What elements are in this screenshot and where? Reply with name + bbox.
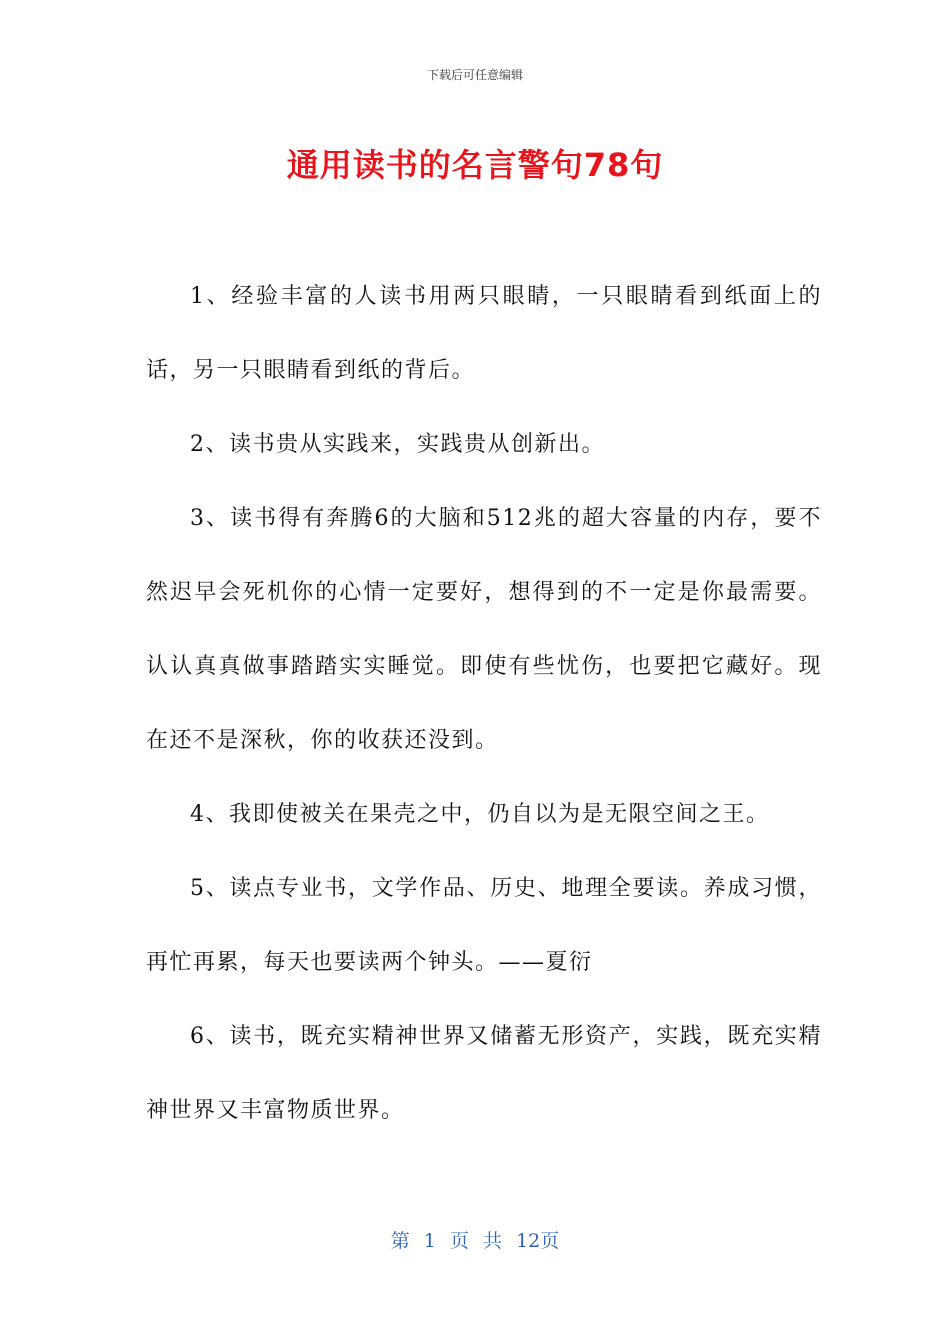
quote-paragraph-2: 2、读书贵从实践来，实践贵从创新出。: [190, 432, 605, 457]
footer-page-unit: 页: [449, 1230, 469, 1252]
quote-paragraph-1: 1、经验丰富的人读书用两只眼睛，一只眼睛看到纸面上的话，另一只眼睛看到纸的背后。: [146, 284, 822, 383]
page-footer: [0, 1226, 950, 1253]
footer-total-label: 共: [483, 1230, 503, 1252]
footer-total-pages: 12页: [516, 1230, 560, 1252]
quote-paragraph-5: 5、读点专业书，文学作品、历史、地理全要读。养成习惯，再忙再累，每天也要读两个钟头。——夏衍: [146, 876, 822, 975]
footer-current-page: 1: [423, 1230, 436, 1252]
quote-paragraph-3: 3、读书得有奔腾6的大脑和512兆的超大容量的内存，要不然迟早会死机你的心情一定要好，想得到的不一定是你最需要。认认真真做事踏踏实实睡觉。即使有些忧伤，也要把它藏好。现在还不是深秋，你的收获还没到。: [146, 506, 822, 753]
quote-paragraph-4: 4、我即使被关在果壳之中，仍自以为是无限空间之王。: [190, 802, 770, 827]
footer-page-label: 第: [390, 1230, 410, 1252]
document-body: [146, 260, 822, 1148]
quote-paragraph-6: 6、读书，既充实精神世界又储蓄无形资产，实践，既充实精神世界又丰富物质世界。: [146, 1024, 822, 1123]
page-header-note: 下载后可任意编辑: [426, 68, 523, 82]
document-title: 通用读书的名言警句78句: [286, 146, 664, 184]
